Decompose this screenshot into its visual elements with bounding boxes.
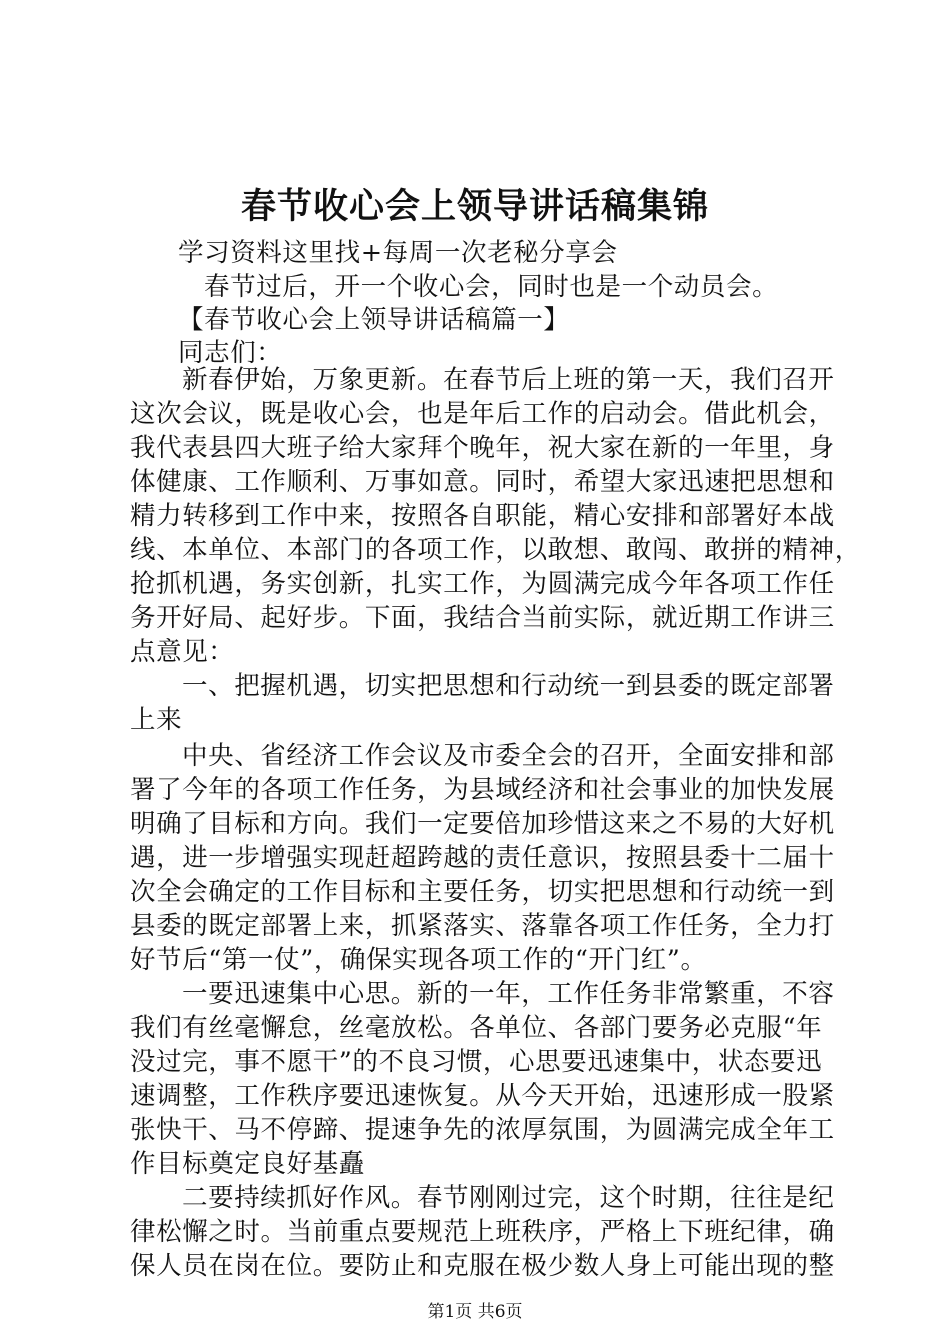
text-line: 我代表县四大班子给大家拜个晚年，祝大家在新的一年里，身 — [130, 433, 835, 463]
text-line: 遇，进一步增强实现赶超跨越的责任意识，按照县委十二届十 — [130, 843, 835, 873]
text-line: 【春节收心会上领导讲话稿篇一】 — [178, 305, 570, 335]
text-line: 署了今年的各项工作任务，为县域经济和社会事业的加快发展 — [130, 775, 835, 805]
text-line: 律松懈之时。当前重点要规范上班秩序，严格上下班纪律，确 — [130, 1217, 835, 1247]
page-footer: 第1页 共6页 — [427, 1302, 523, 1322]
text-line: 一要迅速集中心思。新的一年，工作任务非常繁重，不容 — [182, 979, 835, 1009]
text-line: 体健康、工作顺利、万事如意。同时，希望大家迅速把思想和 — [130, 467, 835, 497]
text-line: 次全会确定的工作目标和主要任务，切实把思想和行动统一到 — [130, 877, 835, 907]
text-line: 抢抓机遇，务实创新，扎实工作，为圆满完成今年各项工作任 — [130, 569, 835, 599]
text-line: 速调整，工作秩序要迅速恢复。从今天开始，迅速形成一股紧 — [130, 1081, 835, 1111]
text-line: 同志们： — [178, 338, 283, 368]
text-line: 一、把握机遇，切实把思想和行动统一到县委的既定部署 — [182, 671, 835, 701]
text-line: 春节过后，开一个收心会，同时也是一个动员会。 — [204, 272, 779, 302]
text-line: 我们有丝毫懈怠，丝毫放松。各单位、各部门要务必克服“年 — [130, 1013, 823, 1043]
text-line: 作目标奠定良好基矗 — [130, 1149, 365, 1179]
text-line: 没过完，事不愿干”的不良习惯，心思要迅速集中，状态要迅 — [130, 1047, 823, 1077]
text-line: 务开好局、起好步。下面，我结合当前实际，就近期工作讲三 — [130, 603, 835, 633]
text-line: 县委的既定部署上来，抓紧落实、落靠各项工作任务，全力打 — [130, 911, 835, 941]
text-line: 点意见： — [130, 637, 235, 667]
document-title: 春节收心会上领导讲话稿集锦 — [240, 186, 709, 227]
text-line: 新春伊始，万象更新。在春节后上班的第一天，我们召开 — [182, 365, 835, 395]
text-line: 精力转移到工作中来，按照各自职能，精心安排和部署好本战 — [130, 501, 835, 531]
text-line: 保人员在岗在位。要防止和克服在极少数人身上可能出现的整 — [130, 1251, 835, 1281]
text-line: 上来 — [130, 705, 183, 735]
text-line: 明确了目标和方向。我们一定要倍加珍惜这来之不易的大好机 — [130, 809, 835, 839]
text-line: 好节后“第一仗”，确保实现各项工作的“开门红”。 — [130, 945, 707, 975]
text-line: 中央、省经济工作会议及市委全会的召开，全面安排和部 — [182, 741, 835, 771]
text-line: 学习资料这里找+每周一次老秘分享会 — [178, 238, 618, 268]
text-line: 张快干、马不停蹄、提速争先的浓厚氛围，为圆满完成全年工 — [130, 1115, 835, 1145]
text-line: 二要持续抓好作风。春节刚刚过完，这个时期，往往是纪 — [182, 1183, 835, 1213]
text-line: 线、本单位、本部门的各项工作，以敢想、敢闯、敢拼的精神， — [130, 535, 861, 565]
text-line: 这次会议，既是收心会，也是年后工作的启动会。借此机会， — [130, 399, 835, 429]
